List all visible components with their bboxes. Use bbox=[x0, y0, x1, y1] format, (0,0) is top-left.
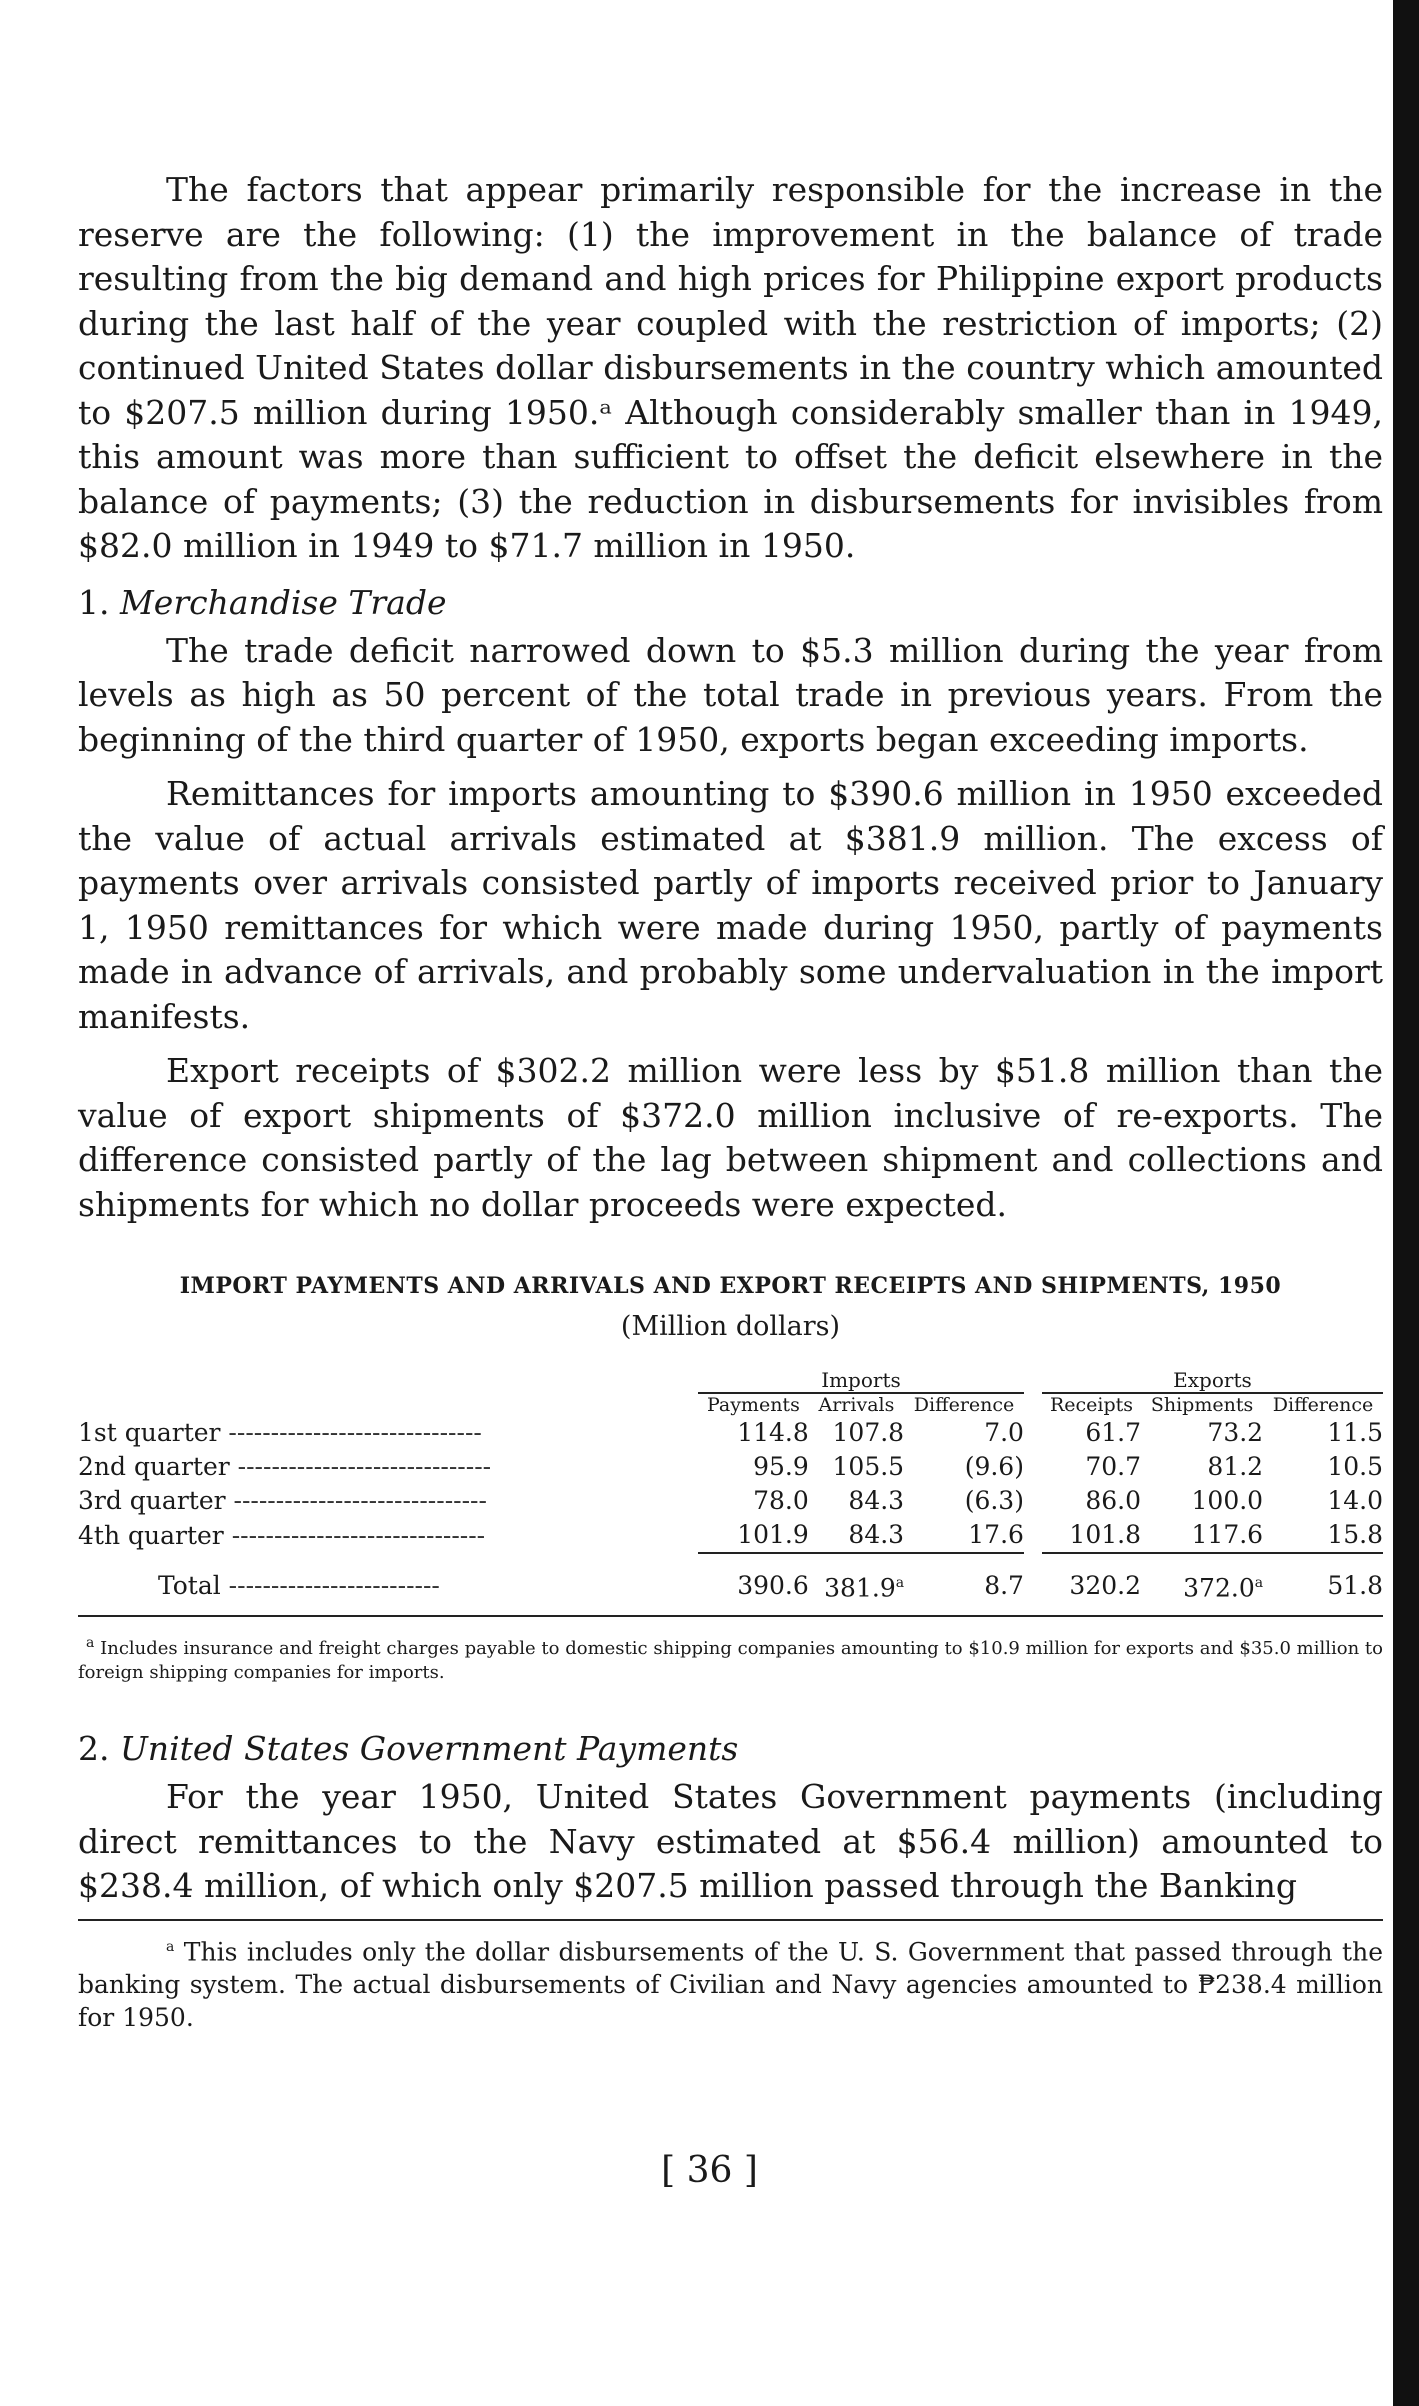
row-label: 3rd quarter bbox=[78, 1486, 226, 1515]
table-subtitle: (Million dollars) bbox=[620, 1311, 841, 1342]
page-edge-shadow bbox=[1393, 0, 1419, 2406]
table-cell: 105.5 bbox=[832, 1452, 905, 1481]
trade-table bbox=[78, 1368, 1383, 1605]
imports-group-header: Imports bbox=[698, 1368, 1024, 1394]
export-receipts-paragraph: Export receipts of $302.2 million were less by $51.8 million than the value of export shipments of $372.0 million inclusive of re-exports. The difference consisted partly of the lag between shipment and collections and shipments for which no dollar proceeds were expected. bbox=[78, 1051, 1383, 1224]
table-cell: 61.7 bbox=[1085, 1418, 1141, 1447]
table-cell: 100.0 bbox=[1191, 1486, 1264, 1515]
footnote-text: This includes only the dollar disbursements of the U. S. Government that passed through the banking system. The actual disbursements of Civilian and Navy agencies amounted to ₱238.4 million for 1950. bbox=[78, 1937, 1383, 2033]
table-cell: 7.0 bbox=[984, 1418, 1024, 1447]
footnote-marker: a bbox=[166, 1938, 175, 1955]
row-label: 1st quarter bbox=[78, 1418, 221, 1447]
table-title: IMPORT PAYMENTS AND ARRIVALS AND EXPORT RECEIPTS AND SHIPMENTS, 1950 bbox=[179, 1273, 1282, 1299]
table-cell: 372.0 bbox=[1183, 1573, 1255, 1603]
row-label: 2nd quarter bbox=[78, 1452, 230, 1481]
section-title: Merchandise Trade bbox=[120, 582, 447, 622]
table-cell: 84.3 bbox=[809, 1518, 904, 1553]
section-heading-us-government-payments bbox=[78, 1727, 1383, 1771]
column-header: Receipts bbox=[1049, 1394, 1133, 1416]
table-cell: 101.9 bbox=[698, 1518, 809, 1553]
exports-group-header: Exports bbox=[1042, 1368, 1383, 1394]
footnote-divider bbox=[78, 1919, 1383, 1921]
table-row: 2nd quarter ------------------------------ 95.9 105.5 (9.6) 70.7 81.2 10.5 bbox=[78, 1450, 1383, 1484]
page-number: [ 36 ] bbox=[661, 2150, 758, 2191]
table-total-row: Total ------------------------- 390.6 381.9$^a$ 8.7 320.2 372.0$^a$ 51.8 bbox=[78, 1553, 1383, 1605]
table-note bbox=[78, 1631, 1383, 1685]
total-label: Total bbox=[158, 1570, 221, 1600]
section-number: 2. bbox=[78, 1729, 110, 1769]
column-header: Difference bbox=[1272, 1394, 1374, 1416]
section-number: 1. bbox=[78, 582, 110, 622]
row-label: 4th quarter bbox=[78, 1520, 224, 1550]
table-cell: 11.5 bbox=[1327, 1418, 1383, 1447]
column-header: Arrivals bbox=[818, 1394, 895, 1416]
table-cell: 86.0 bbox=[1085, 1486, 1141, 1515]
table-cell: 17.6 bbox=[904, 1518, 1024, 1553]
table-cell: 107.8 bbox=[832, 1418, 905, 1447]
table-cell: 381.9 bbox=[824, 1573, 896, 1603]
table-cell: 73.2 bbox=[1207, 1418, 1264, 1447]
trade-deficit-paragraph: The trade deficit narrowed down to $5.3 million during the year from levels as high as 50 percent of the total trade in previous years. From the beginning of the third quarter of 1950, exports began exceeding imports. bbox=[78, 630, 1383, 759]
table-bottom-rule bbox=[78, 1615, 1383, 1617]
table-cell: 8.7 bbox=[984, 1570, 1024, 1600]
table-row: 4th quarter ------------------------------ 101.9 84.3 17.6 101.8 117.6 15.8 bbox=[78, 1518, 1383, 1553]
table-cell: 51.8 bbox=[1327, 1570, 1383, 1600]
intro-paragraph: The factors that appear primarily responsible for the increase in the reserve are the following: (1) the improvement in the balance of trade resulting from the big demand and high prices for Philippine export products during the last half of the year coupled with the restriction of imports; (2) continued United States dollar disbursements in the country which amounted to $207.5 million during 1950.ᵃ Although considerably smaller than in 1949, this amount was more than sufficient to offset the deficit elsewhere in the balance of payments; (3) the reduction in disbursements for invisibles from $82.0 million in 1949 to $71.7 million in 1950. bbox=[78, 170, 1383, 565]
table-cell: (9.6) bbox=[964, 1452, 1024, 1481]
section-title: United States Government Payments bbox=[120, 1729, 739, 1769]
page-footnote bbox=[78, 1931, 1383, 2034]
table-row: 3rd quarter ------------------------------ 78.0 84.3 (6.3) 86.0 100.0 14.0 bbox=[78, 1484, 1383, 1518]
column-header: Payments bbox=[706, 1394, 800, 1416]
table-row: 1st quarter ------------------------------ 114.8 107.8 7.0 61.7 73.2 11.5 bbox=[78, 1416, 1383, 1450]
us-payments-paragraph: For the year 1950, United States Government payments (including direct remittances to the Navy estimated at $56.4 million) amounted to $238.4 million, of which only $207.5 million passed through the Banking bbox=[78, 1777, 1383, 1906]
import-remittances-paragraph: Remittances for imports amounting to $390.6 million in 1950 exceeded the value of actual arrivals estimated at $381.9 million. The excess of payments over arrivals consisted partly of imports received prior to January 1, 1950 remittances for which were made during 1950, partly of payments made in advance of arrivals, and probably some undervaluation in the import manifests. bbox=[78, 774, 1383, 1036]
footnote-marker: a bbox=[895, 1575, 905, 1591]
table-cell: 320.2 bbox=[1069, 1570, 1141, 1600]
table-cell: 70.7 bbox=[1085, 1452, 1141, 1481]
table-cell: 78.0 bbox=[753, 1486, 809, 1515]
column-header: Difference bbox=[913, 1394, 1015, 1416]
table-cell: 10.5 bbox=[1327, 1452, 1383, 1481]
section-heading-merchandise-trade bbox=[78, 581, 1383, 625]
table-cell: 81.2 bbox=[1207, 1452, 1264, 1481]
table-cell: 390.6 bbox=[737, 1570, 809, 1600]
table-cell: 101.8 bbox=[1042, 1518, 1141, 1553]
column-header: Shipments bbox=[1150, 1394, 1254, 1416]
footnote-marker: a bbox=[1254, 1575, 1264, 1591]
document-page bbox=[78, 168, 1383, 2034]
table-note-text: Includes insurance and freight charges payable to domestic shipping companies amounting to $10.9 million for exports and $35.0 million to foreign shipping companies for imports. bbox=[78, 1638, 1383, 1684]
table-cell: 117.6 bbox=[1141, 1518, 1263, 1553]
note-marker: a bbox=[86, 1635, 95, 1652]
table-cell: 15.8 bbox=[1263, 1518, 1383, 1553]
table-cell: 14.0 bbox=[1327, 1486, 1383, 1515]
table-cell: 95.9 bbox=[753, 1452, 809, 1481]
table-cell: 84.3 bbox=[848, 1486, 905, 1515]
table-cell: (6.3) bbox=[964, 1486, 1024, 1515]
table-cell: 114.8 bbox=[737, 1418, 809, 1447]
